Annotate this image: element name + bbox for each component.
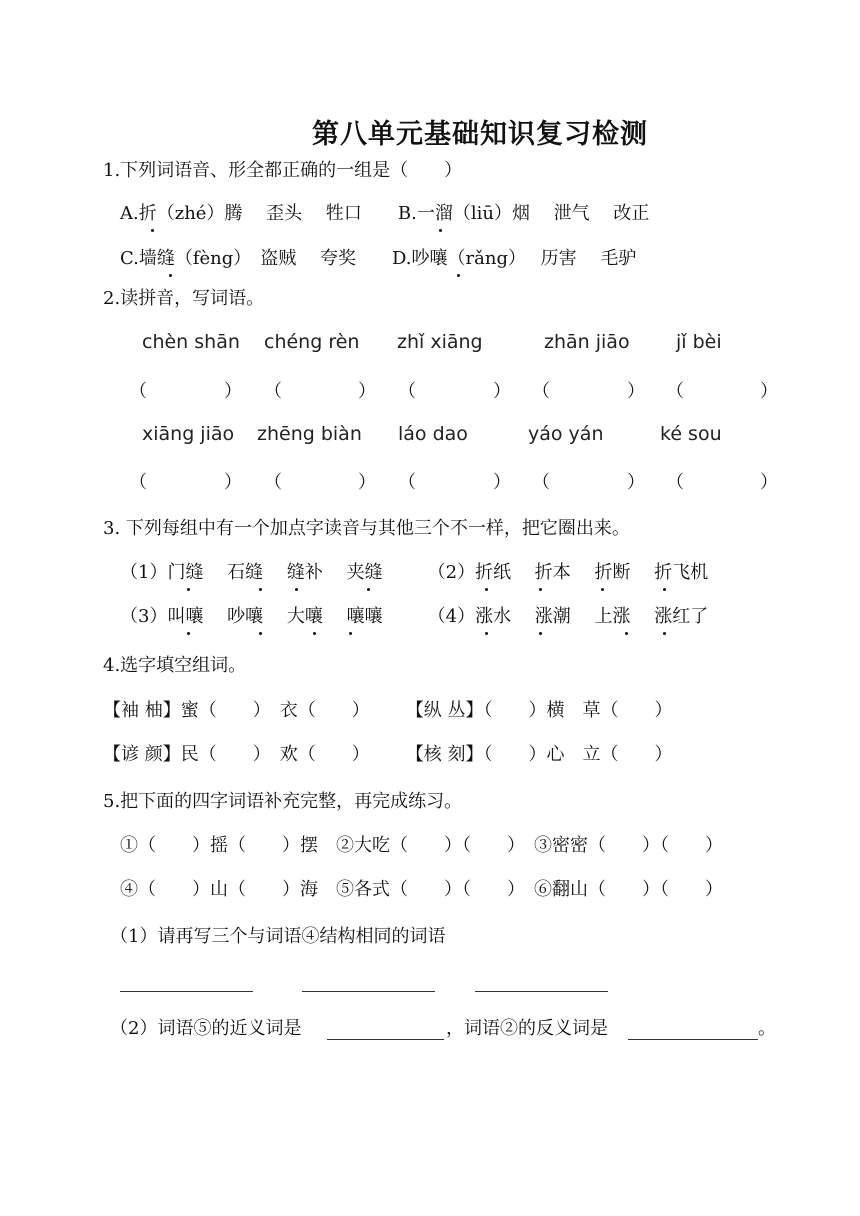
pinyin-3: zhǐ xiāng xyxy=(397,331,483,353)
answer-close-paren: ） xyxy=(627,472,645,493)
q4-stem: 4.选字填空组词。 xyxy=(103,655,247,676)
q5-row-1: ①（ ）摇（ ）摆 ②大吃（ ）（ ） ③密密（ ）（ ） xyxy=(120,835,723,856)
answer-open-paren: （ xyxy=(666,472,684,493)
answer-close-paren: ） xyxy=(358,381,376,402)
q4-row-1: 【袖 柚】蜜（ ） 衣（ ） 【纵 丛】（ ）横 草（ ） xyxy=(103,700,673,721)
emphasis-dot xyxy=(259,632,262,635)
emphasis-dot xyxy=(625,632,628,635)
answer-open-paren: （ xyxy=(666,381,684,402)
emphasis-dot xyxy=(539,588,542,591)
emphasis-dot xyxy=(663,632,666,635)
answer-close-paren: ） xyxy=(760,472,778,493)
answer-blank[interactable] xyxy=(302,991,435,992)
emphasis-dot xyxy=(601,588,604,591)
q4-row-2: 【谚 颜】民（ ） 欢（ ） 【核 刻】（ ）心 立（ ） xyxy=(103,744,673,765)
pinyin-7: zhēng biàn xyxy=(257,423,362,445)
emphasis-dot xyxy=(663,588,666,591)
answer-blank[interactable] xyxy=(327,1039,444,1040)
q5-row-2: ④（ ）山（ ）海 ⑤各式（ ）（ ） ⑥翻山（ ）（ ） xyxy=(120,879,723,900)
emphasis-dot xyxy=(485,588,488,591)
emphasis-dot xyxy=(151,229,154,232)
q1-stem: 1.下列词语音、形全都正确的一组是（ ） xyxy=(103,160,463,181)
q1-option-row-2: C.墙缝（fèng） 盗贼 夸奖 D.吵嚷（rǎng） 历害 毛驴 xyxy=(120,248,637,269)
answer-open-paren: （ xyxy=(532,381,550,402)
emphasis-dot xyxy=(187,588,190,591)
q2-stem: 2.读拼音，写词语。 xyxy=(103,288,265,309)
pinyin-9: yáo yán xyxy=(528,423,604,445)
q5-sub-2-part-a: （2）词语⑤的近义词是 xyxy=(110,1018,302,1039)
answer-blank[interactable] xyxy=(120,991,253,992)
answer-close-paren: ） xyxy=(224,381,242,402)
answer-open-paren: （ xyxy=(264,381,282,402)
emphasis-dot xyxy=(439,229,442,232)
q5-sub-2-part-c: 。 xyxy=(758,1018,776,1039)
emphasis-dot xyxy=(295,588,298,591)
answer-close-paren: ） xyxy=(493,381,511,402)
pinyin-5: jǐ bèi xyxy=(676,331,722,353)
pinyin-6: xiāng jiāo xyxy=(142,423,235,445)
q5-sub-1: （1）请再写三个与词语④结构相同的词语 xyxy=(110,926,446,947)
emphasis-dot xyxy=(259,588,262,591)
emphasis-dot xyxy=(367,588,370,591)
emphasis-dot xyxy=(349,632,352,635)
answer-open-paren: （ xyxy=(532,472,550,493)
answer-open-paren: （ xyxy=(129,472,147,493)
pinyin-1: chèn shān xyxy=(142,331,240,353)
answer-blank[interactable] xyxy=(475,991,608,992)
emphasis-dot xyxy=(187,632,190,635)
q3-row-2: （3）叫嚷 吵嚷 大嚷 嚷嚷 （4）涨水 涨潮 上涨 涨红了 xyxy=(120,606,709,627)
answer-close-paren: ） xyxy=(627,381,645,402)
pinyin-8: láo dao xyxy=(398,423,468,445)
answer-close-paren: ） xyxy=(493,472,511,493)
pinyin-2: chéng rèn xyxy=(264,331,360,353)
q3-stem: 3. 下列每组中有一个加点字读音与其他三个不一样，把它圈出来。 xyxy=(103,518,630,539)
answer-blank[interactable] xyxy=(628,1039,758,1040)
answer-open-paren: （ xyxy=(264,472,282,493)
emphasis-dot xyxy=(539,632,542,635)
emphasis-dot xyxy=(169,274,172,277)
q3-row-1: （1）门缝 石缝 缝补 夹缝 （2）折纸 折本 折断 折飞机 xyxy=(120,562,709,583)
pinyin-10: ké sou xyxy=(660,423,722,445)
pinyin-4: zhān jiāo xyxy=(544,331,630,353)
answer-open-paren: （ xyxy=(398,381,416,402)
answer-open-paren: （ xyxy=(398,472,416,493)
q1-option-row-1: A.折（zhé）腾 歪头 牲口 B.一溜（liū）烟 泄气 改正 xyxy=(120,203,650,224)
emphasis-dot xyxy=(485,632,488,635)
q5-sub-2-part-b: ，词语②的反义词是 xyxy=(446,1018,608,1039)
page-title: 第八单元基础知识复习检测 xyxy=(312,119,648,150)
answer-close-paren: ） xyxy=(760,381,778,402)
answer-open-paren: （ xyxy=(129,381,147,402)
answer-close-paren: ） xyxy=(224,472,242,493)
answer-close-paren: ） xyxy=(358,472,376,493)
q5-stem: 5.把下面的四字词语补充完整，再完成练习。 xyxy=(103,791,463,812)
emphasis-dot xyxy=(313,632,316,635)
emphasis-dot xyxy=(457,274,460,277)
